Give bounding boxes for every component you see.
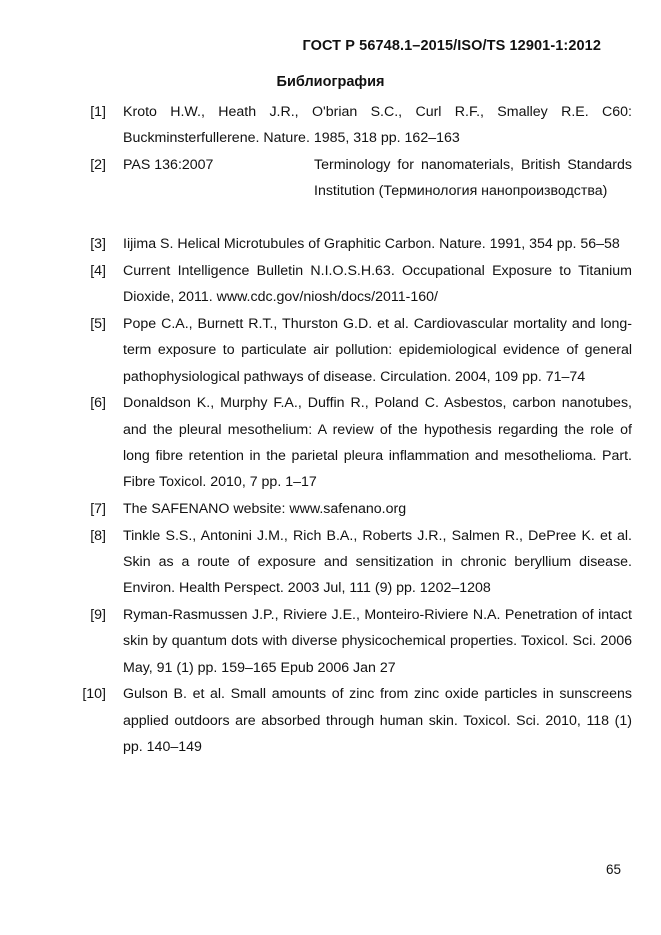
reference-number: [7] (90, 501, 106, 517)
bibliography-list (0, 99, 661, 761)
reference-number: [8] (90, 527, 106, 544)
reference-number: [9] (90, 607, 106, 623)
reference-number: [3] (90, 236, 106, 253)
reference-item (0, 231, 661, 257)
reference-text: The SAFENANO website: www.safenano.org (123, 501, 407, 517)
reference-text: Current Intelligence Bulletin N.I.O.S.H.63. Occupational Exposure to Titanium Dioxide, 2011. www.cdc.gov/niosh/docs/2011-160/ (123, 262, 632, 306)
document-header: ГОСТ Р 56748.1–2015/ISO/TS 12901-1:2012 (302, 38, 601, 54)
reference-item (0, 496, 661, 522)
reference-text: Gulson B. et al. Small amounts of zinc from zinc oxide particles in sunscreens applied outdoors are absorbed through human skin. Toxicol. Sci. 2010, 118 (1) pp. 140–149 (123, 686, 632, 756)
section-title: Библиография (276, 74, 385, 90)
reference-item (0, 258, 661, 311)
reference-item (0, 152, 661, 231)
reference-text: Ryman-Rasmussen J.P., Riviere J.E., Monteiro-Riviere N.A. Penetration of intact skin by quantum dots with diverse physicochemical properties. Toxicol. Sci. 2006 May, 91 (1) pp. 159–165 Epub 2006 Jan 27 (123, 607, 632, 676)
reference-text: Pope C.A., Burnett R.T., Thurston G.D. et al. Cardiovascular mortality and long-term exposure to particulate air pollution: epidemiological evidence of general pathophysiological pathways of disease. Circulation. 2004, 109 pp. 71–74 (123, 315, 632, 385)
reference-text: Iijima S. Helical Microtubules of Graphitic Carbon. Nature. 1991, 354 pp. 56–58 (123, 236, 620, 253)
reference-item (0, 311, 661, 390)
reference-text: Tinkle S.S., Antonini J.M., Rich B.A., Roberts J.R., Salmen R., DePree K. et al. Skin as a route of exposure and sensitization in chronic beryllium disease. Environ. Health Perspect. 2003 Jul, 111 (9) pp. 1202–1208 (123, 527, 632, 597)
page-number: 65 (605, 862, 621, 877)
reference-number: [5] (90, 315, 106, 332)
reference-number: [2] (90, 157, 106, 173)
reference-number: [6] (90, 395, 106, 412)
reference-number: [4] (90, 262, 106, 279)
reference-number: [1] (90, 104, 106, 120)
reference-item (0, 99, 661, 152)
reference-item (0, 523, 661, 602)
reference-text: Kroto H.W., Heath J.R., O'brian S.C., Curl R.F., Smalley R.E. C60: Buckminsterfullerene. Nature. 1985, 318 pp. 162–163 (123, 104, 632, 147)
reference-text: Terminology for nanomaterials, British Standards Institution (Терминология нанопроизводства) (314, 157, 632, 200)
reference-designation: PAS 136:2007 (123, 157, 214, 173)
reference-text: Donaldson K., Murphy F.A., Duffin R., Poland C. Asbestos, carbon nanotubes, and the pleural mesothelium: A review of the hypothesis regarding the role of long fibre retention in the parietal pleura inflammation and mesothelioma. Part. Fibre Toxicol. 2010, 7 pp. 1–17 (123, 395, 632, 491)
reference-item (0, 681, 661, 760)
reference-number: [10] (82, 686, 106, 703)
reference-item (0, 390, 661, 496)
reference-item (0, 602, 661, 681)
